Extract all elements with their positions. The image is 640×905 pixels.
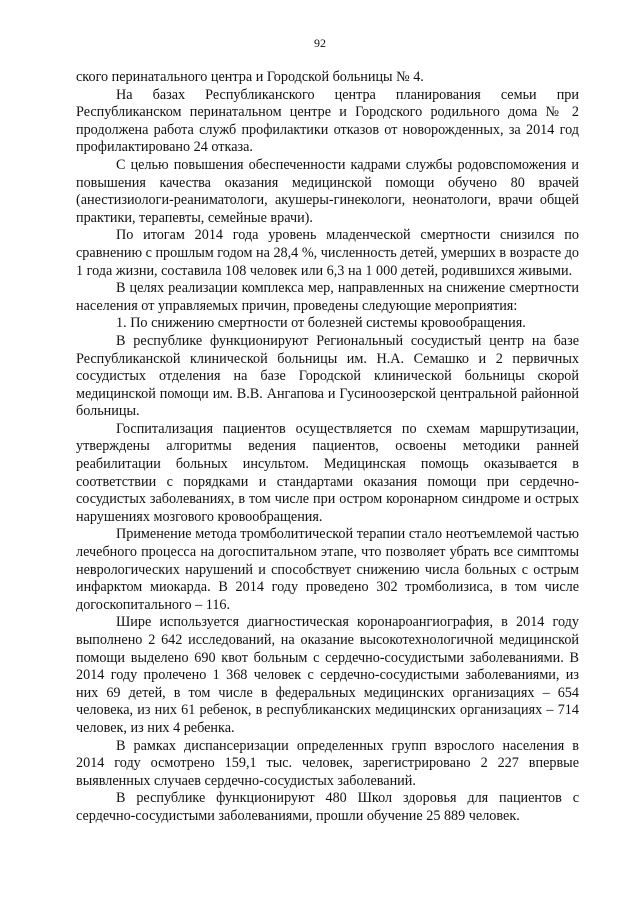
paragraph-infant-mortality: По итогам 2014 года уровень младенческой смертности снизился по сравнению с прошлым годом на 28,4 %, численность детей, умерших в возрасте до 1 года жизни, составила 108 человек или 6,3 на 1 000 детей, родившихся живыми.: [76, 227, 580, 279]
paragraph-angiography: Шире используется диагностическая коронароангиография, в 2014 году выполнено 2 642 исследований, на оказание высокотехнологичной медицинской помощи выделено 690 квот больным с сердечно-сосудистыми заболеваниями. В 2014 году пролечено 1 368 человек с сердечно-сосудистыми заболеваниями, из них 69 детей, в том числе в федеральных медицинских организациях – 654 человека, из них 61 ребенок, в республиканских медицинских организациях – 714 человек, из них 4 ребенка.: [76, 614, 579, 736]
paragraph-hospitalization: Госпитализация пациентов осуществляется по схемам маршрутизации, утверждены алгоритмы ведения пациентов, освоены методики ранней реабилитации больных инсультом. Медицинская помощь оказывается в соответствии с порядками и стандартами оказания помощи при сердечно-сосудистых заболеваниях, в том числе при остром коронарном синдроме и острых нарушениях мозгового кровообращения.: [76, 420, 579, 525]
paragraph-family-planning: На базах Республиканского центра планирования семьи при Республиканском перинатальном центре и Городского родильного дома № 2 продолжена работа служб профилактики отказов от новорожденных, за 2014 год профилактировано 24 отказа.: [76, 86, 579, 156]
paragraph-measures-intro: В целях реализации комплекса мер, направленных на снижение смертности населения от управляемых причин, проведены следующие мероприятия:: [76, 280, 579, 314]
page-number: 92: [314, 36, 326, 50]
paragraph-health-schools: В республике функционируют 480 Школ здоровья для пациентов с сердечно-сосудистыми заболеваниями, прошли обучение 25 889 человек.: [76, 790, 579, 824]
paragraph-continuation: ского перинатального центра и Городской больницы № 4.: [76, 69, 424, 85]
paragraph-thrombolysis: Применение метода тромболитической терапии стало неотъемлемой частью лечебного процесса на догоспитальном этапе, что позволяет убрать все симптомы неврологических нарушений и способствует снижению числа больных с острым инфарктом миокарда. В 2014 году проведено 302 тромболизиса, в том числе догоскопитального – 116.: [76, 526, 579, 613]
paragraph-screening: В рамках диспансеризации определенных групп взрослого населения в 2014 году осмотрено 159,1 тыс. человек, зарегистрировано 2 227 впервые выявленных случаев сердечно-сосудистых заболеваний.: [76, 737, 579, 789]
paragraph-staff-training: С целью повышения обеспеченности кадрами службы родовспоможения и повышения качества оказания медицинской помощи обучено 80 врачей (анестизиологи-реаниматологи, акушеры-гинекологи, неонатологи, врачи общей практики, терапевты, семейные врачи).: [76, 156, 579, 226]
paragraph-item-1-heading: 1. По снижению смертности от болезней системы кровообращения.: [116, 315, 526, 332]
body-text: [76, 69, 579, 826]
paragraph-vascular-center: В республике функционируют Региональный сосудистый центр на базе Республиканской клинической больницы им. Н.А. Семашко и 2 первичных сосудистых отделения на базе Городской клинической больницы скорой медицинской помощи им. В.В. Ангапова и Гусиноозерской центральной районной больницы.: [76, 332, 579, 420]
